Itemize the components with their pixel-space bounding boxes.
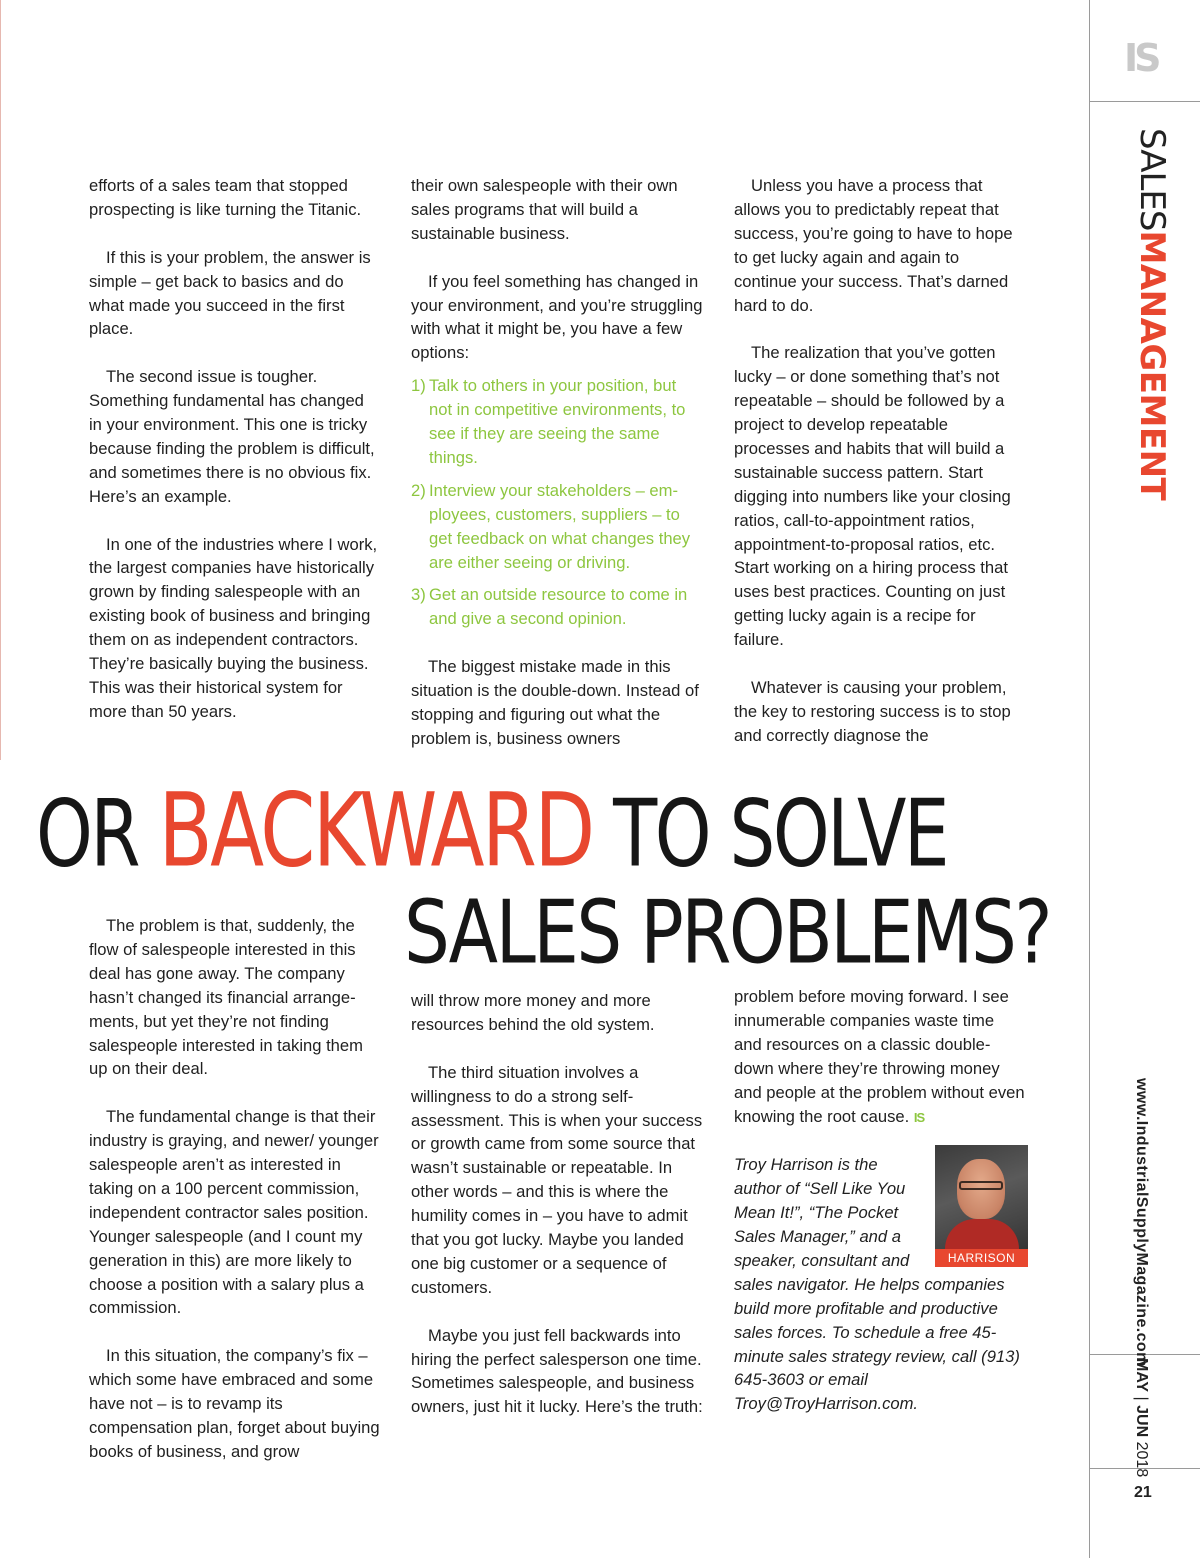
- headline-accent: BACKWARD: [158, 772, 593, 891]
- paragraph: In this situation, the company’s fix – which some have embraced and some have not – is to revamp its compensation plan, forget about buying books of business, and grow: [89, 1346, 380, 1461]
- top-column-3: [734, 174, 1026, 748]
- headline-line-1: [36, 772, 947, 891]
- website-url: www.IndustrialSupplyMagazine.com: [1133, 1078, 1150, 1367]
- headline-part: OR: [36, 780, 139, 888]
- paragraph: The third situation involves a willingness to do a strong self-assessment. This is when your success or growth came from some source that wasn’t sustainable or repeatable. In other words – and this is where the humility comes in – you have to admit that you got lucky. Maybe you landed one big customer or a sequence of customers.: [411, 1062, 703, 1297]
- list-item: 3) Get an outside resource to come in and give a second opinion.: [411, 585, 688, 629]
- options-list: [411, 374, 703, 631]
- end-mark-logo: IS: [913, 1109, 925, 1125]
- paragraph: Unless you have a process that allows you to predictably repeat that success, you’re going to have to hope to get lucky again and again to continue your success. That’s darned hard to do.: [734, 176, 1013, 315]
- paragraph: The problem is that, suddenly, the flow of salespeople interested in this deal has gone away. The company hasn’t changed its financial arrangements, but yet they’re not finding salespeople interested in taking them up on their deal.: [89, 916, 363, 1079]
- photo-caption: HARRISON: [935, 1249, 1028, 1267]
- paragraph: Maybe you just fell backwards into hiring the perfect salesperson one time. Sometimes salespeople, and business owners, just hit it lucky. Here’s the truth:: [411, 1325, 703, 1417]
- bottom-column-1: [89, 914, 381, 1464]
- paragraph: Whatever is causing your problem, the key to restoring success is to stop and correctly diagnose the: [734, 678, 1011, 745]
- paragraph: The biggest mistake made in this situation is the double-down. Instead of stopping and figuring out what the problem is, business owners: [411, 657, 699, 748]
- paragraph: If this is your problem, the answer is simple – get back to basics and do what made you succeed in the first place.: [89, 247, 371, 339]
- headline-part: TO SOLVE: [613, 780, 947, 888]
- page-number: 21: [1134, 1484, 1152, 1501]
- photo-glasses: [959, 1181, 1003, 1190]
- paragraph: In one of the industries where I work, the largest companies have historically grown by finding salespeople with an existing book of business and bringing them on as independent contractors. They’re basically buying the business. This was their historical system for more than 50 years.: [89, 534, 378, 721]
- paragraph: The fundamental change is that their industry is graying, and newer/ younger salespeople aren’t as interested in taking on a 100 percent commission, independent contractor sales position. Younger salespeople (and I count my generation in this) are more likely to choose a position with a salary plus a commission.: [89, 1107, 379, 1318]
- author-photo: [935, 1145, 1028, 1267]
- headline-line-2: SALES PROBLEMS?: [404, 881, 1051, 984]
- list-item: 2) Interview your stakeholders – employees, customers, suppliers – to get feedback on what changes they are either seeing or driving.: [411, 480, 691, 572]
- paragraph: If you feel something has changed in your environment, and you’re struggling with what it might be, you have a few options:: [411, 271, 703, 363]
- section-title-light: SALES: [1132, 128, 1172, 231]
- photo-shirt: [945, 1219, 1019, 1249]
- sidebar-rule: [1089, 101, 1200, 102]
- paragraph: The realization that you’ve gotten lucky – or done something that’s not repeatable – should be followed by a project to develop repeatable processes and habits that will build a sustainable success pattern. Start digging into numbers like your closing ratios, call-to-appointment ratios, appointment-to-proposal ratios, etc. Start working on a hiring process that uses best practices. Counting on just getting lucky again is a recipe for failure.: [734, 343, 1011, 650]
- bottom-column-3: [734, 985, 1026, 1416]
- top-column-2: [411, 174, 703, 751]
- paragraph: will throw more money and more resources behind the old system.: [411, 991, 655, 1034]
- author-bio: Troy Harrison is the author of “Sell Like You Mean It!”, “The Pocket Sales Manager,” and a speaker, consultant and sales navigator. He helps companies build more profitable and productive sales forces. To schedule a free 45-minute sales strategy review, call (913) 645-3603 or email Troy@TroyHarrison.com.: [734, 1155, 1020, 1414]
- paragraph: their own salespeople with their own sales programs that will build a sustainable business.: [411, 176, 678, 243]
- section-title-bold: MANAGEMENT: [1132, 230, 1172, 501]
- paragraph: problem before moving forward. I see innumerable companies waste time and resources on a classic double-down where they’re throwing money and people at the problem without even knowing the root cause. IS: [734, 985, 1026, 1129]
- sidebar-divider: [1089, 0, 1090, 1558]
- bottom-column-2: [411, 989, 703, 1419]
- section-title: [1132, 128, 1172, 500]
- page-edge-line: [0, 0, 1, 760]
- magazine-logo: IS: [1124, 36, 1158, 80]
- paragraph: The second issue is tougher. Something fundamental has changed in your environment. This one is tricky because finding the problem is difficult, and sometimes there is no obvious fix. Here’s an example.: [89, 367, 375, 506]
- list-item: 1) Talk to others in your position, but not in competitive environments, to see if they are seeing the same things.: [411, 376, 686, 467]
- top-column-1: [89, 174, 381, 724]
- paragraph: efforts of a sales team that stopped prospecting is like turning the Titanic.: [89, 176, 362, 219]
- issue-date: MAY | JUN 2018: [1133, 1358, 1150, 1478]
